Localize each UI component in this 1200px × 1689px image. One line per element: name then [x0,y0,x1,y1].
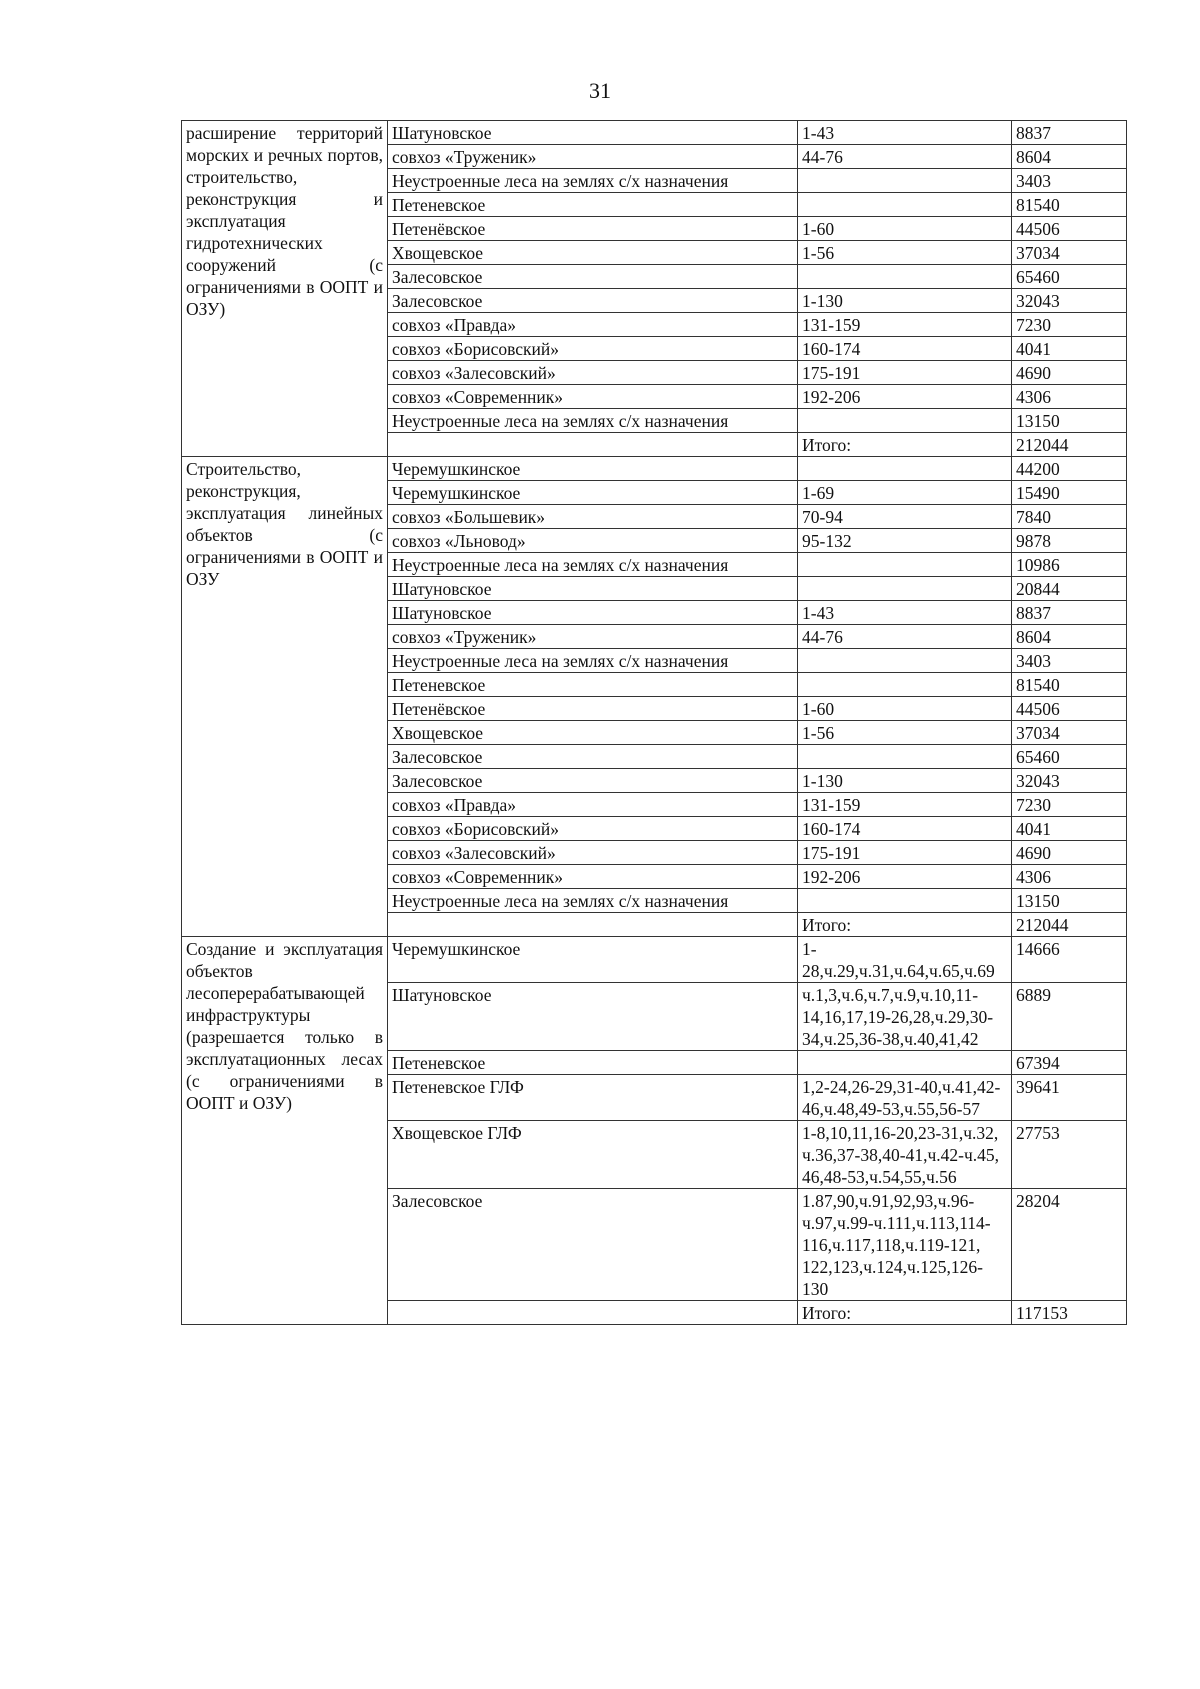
forestry-name-cell: Неустроенные леса на землях с/х назначения [388,553,798,577]
quarters-cell: 1-43 [798,121,1012,145]
area-cell: 44506 [1012,697,1127,721]
forestry-name-cell: Шатуновское [388,601,798,625]
area-cell: 8604 [1012,625,1127,649]
forestry-name-cell [388,433,798,457]
quarters-cell [798,745,1012,769]
quarters-cell: 160-174 [798,817,1012,841]
area-cell: 8837 [1012,601,1127,625]
forestry-name-cell: Хвощевское ГЛФ [388,1121,798,1189]
area-cell: 3403 [1012,649,1127,673]
quarters-cell: Итого: [798,913,1012,937]
quarters-cell: 70-94 [798,505,1012,529]
forestry-name-cell: Петенёвское [388,697,798,721]
quarters-cell [798,649,1012,673]
quarters-cell [798,577,1012,601]
area-cell: 4041 [1012,337,1127,361]
purpose-cell: Строительство, реконструкция, эксплуатация линейных объектов (с ограничениями в ООПТ и ОЗУ [182,457,388,937]
quarters-cell: 192-206 [798,865,1012,889]
forestry-name-cell: Петеневское [388,193,798,217]
area-cell: 4041 [1012,817,1127,841]
forestry-name-cell: совхоз «Труженик» [388,625,798,649]
area-cell: 81540 [1012,673,1127,697]
area-cell: 7230 [1012,313,1127,337]
area-cell: 10986 [1012,553,1127,577]
forestry-name-cell: совхоз «Борисовский» [388,337,798,361]
quarters-cell: 1,2-24,26-29,31-40,ч.41,42-46,ч.48,49-53,ч.55,56-57 [798,1075,1012,1121]
quarters-cell: 1.87,90,ч.91,92,93,ч.96-ч.97,ч.99-ч.111,ч.113,114-116,ч.117,118,ч.119-121, 122,123,ч.124,ч.125,126-130 [798,1189,1012,1301]
area-cell: 8604 [1012,145,1127,169]
page-number: 31 [589,78,611,103]
area-cell: 6889 [1012,983,1127,1051]
quarters-cell: 131-159 [798,793,1012,817]
forestry-name-cell: совхоз «Борисовский» [388,817,798,841]
area-cell: 28204 [1012,1189,1127,1301]
table-row [182,121,1127,145]
area-cell: 81540 [1012,193,1127,217]
purpose-cell: Создание и эксплуатация объектов лесоперерабатывающей инфраструктуры (разрешается только в эксплуатационных лесах (с ограничениями в ООПТ и ОЗУ) [182,937,388,1325]
area-cell: 9878 [1012,529,1127,553]
forestry-name-cell: совхоз «Правда» [388,793,798,817]
quarters-cell [798,889,1012,913]
area-cell: 117153 [1012,1301,1127,1325]
forestry-name-cell: Петеневское ГЛФ [388,1075,798,1121]
area-cell: 44200 [1012,457,1127,481]
quarters-cell: 44-76 [798,625,1012,649]
forestry-name-cell: Петенёвское [388,217,798,241]
forestry-name-cell: Черемушкинское [388,481,798,505]
forestry-name-cell: Залесовское [388,1189,798,1301]
area-cell: 4306 [1012,385,1127,409]
forestry-name-cell: совхоз «Современник» [388,865,798,889]
table-row [182,937,1127,983]
land-use-table [181,120,1127,1325]
forestry-name-cell: Залесовское [388,769,798,793]
quarters-cell: Итого: [798,433,1012,457]
area-cell: 37034 [1012,241,1127,265]
area-cell: 20844 [1012,577,1127,601]
forestry-name-cell: совхоз «Залесовский» [388,841,798,865]
quarters-cell: 192-206 [798,385,1012,409]
quarters-cell: 44-76 [798,145,1012,169]
area-cell: 4306 [1012,865,1127,889]
table-row [182,457,1127,481]
area-cell: 7230 [1012,793,1127,817]
quarters-cell: 1-60 [798,697,1012,721]
area-cell: 15490 [1012,481,1127,505]
quarters-cell [798,169,1012,193]
forestry-name-cell: совхоз «Залесовский» [388,361,798,385]
area-cell: 65460 [1012,265,1127,289]
forestry-name-cell: Петеневское [388,1051,798,1075]
forestry-name-cell: Шатуновское [388,983,798,1051]
forestry-name-cell: совхоз «Современник» [388,385,798,409]
quarters-cell: 160-174 [798,337,1012,361]
area-cell: 4690 [1012,361,1127,385]
forestry-name-cell: Залесовское [388,289,798,313]
quarters-cell: 1-130 [798,769,1012,793]
forestry-name-cell: Неустроенные леса на землях с/х назначения [388,649,798,673]
area-cell: 32043 [1012,289,1127,313]
quarters-cell: 1-69 [798,481,1012,505]
area-cell: 14666 [1012,937,1127,983]
quarters-cell [798,673,1012,697]
forestry-name-cell: совхоз «Льновод» [388,529,798,553]
quarters-cell: ч.1,3,ч.6,ч.7,ч.9,ч.10,11-14,16,17,19-26,28,ч.29,30-34,ч.25,36-38,ч.40,41,42 [798,983,1012,1051]
area-cell: 44506 [1012,217,1127,241]
forestry-name-cell: совхоз «Большевик» [388,505,798,529]
area-cell: 4690 [1012,841,1127,865]
quarters-cell [798,1051,1012,1075]
forestry-name-cell: совхоз «Труженик» [388,145,798,169]
quarters-cell [798,553,1012,577]
forestry-name-cell [388,913,798,937]
quarters-cell: 1-130 [798,289,1012,313]
forestry-name-cell: Черемушкинское [388,457,798,481]
quarters-cell: 175-191 [798,841,1012,865]
forestry-name-cell: совхоз «Правда» [388,313,798,337]
forestry-name-cell: Залесовское [388,265,798,289]
quarters-cell: 95-132 [798,529,1012,553]
quarters-cell: Итого: [798,1301,1012,1325]
forestry-name-cell: Залесовское [388,745,798,769]
quarters-cell: 1-43 [798,601,1012,625]
forestry-name-cell: Хвощевское [388,721,798,745]
area-cell: 65460 [1012,745,1127,769]
forestry-name-cell [388,1301,798,1325]
quarters-cell [798,193,1012,217]
purpose-cell: расширение территорий морских и речных портов, строительство, реконструкция и эксплуатация гидротехнических сооружений (с ограничениями в ООПТ и ОЗУ) [182,121,388,457]
area-cell: 7840 [1012,505,1127,529]
quarters-cell [798,265,1012,289]
quarters-cell: 1-8,10,11,16-20,23-31,ч.32, ч.36,37-38,40-41,ч.42-ч.45, 46,48-53,ч.54,55,ч.56 [798,1121,1012,1189]
area-cell: 37034 [1012,721,1127,745]
area-cell: 13150 [1012,409,1127,433]
area-cell: 212044 [1012,913,1127,937]
forestry-name-cell: Шатуновское [388,121,798,145]
forestry-name-cell: Хвощевское [388,241,798,265]
forestry-name-cell: Петеневское [388,673,798,697]
area-cell: 32043 [1012,769,1127,793]
forestry-name-cell: Неустроенные леса на землях с/х назначения [388,409,798,433]
quarters-cell: 1-56 [798,721,1012,745]
quarters-cell: 1-28,ч.29,ч.31,ч.64,ч.65,ч.69 [798,937,1012,983]
area-cell: 67394 [1012,1051,1127,1075]
quarters-cell: 1-60 [798,217,1012,241]
forestry-name-cell: Неустроенные леса на землях с/х назначения [388,169,798,193]
quarters-cell: 175-191 [798,361,1012,385]
forestry-name-cell: Шатуновское [388,577,798,601]
area-cell: 8837 [1012,121,1127,145]
quarters-cell [798,457,1012,481]
area-cell: 212044 [1012,433,1127,457]
area-cell: 39641 [1012,1075,1127,1121]
quarters-cell: 131-159 [798,313,1012,337]
forestry-name-cell: Черемушкинское [388,937,798,983]
forestry-name-cell: Неустроенные леса на землях с/х назначения [388,889,798,913]
area-cell: 13150 [1012,889,1127,913]
quarters-cell: 1-56 [798,241,1012,265]
area-cell: 27753 [1012,1121,1127,1189]
area-cell: 3403 [1012,169,1127,193]
quarters-cell [798,409,1012,433]
